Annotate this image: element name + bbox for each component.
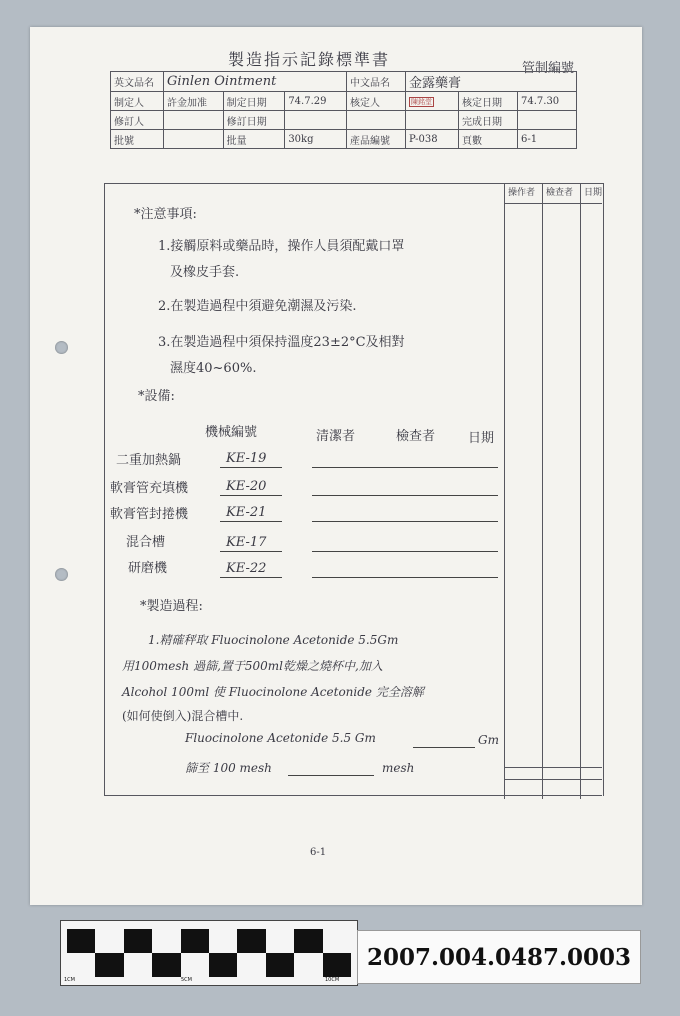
- draft-date-label: 制定日期: [223, 92, 285, 111]
- approve-date-value: 74.7.30: [518, 92, 577, 111]
- confirm-date-label: 完成日期: [459, 111, 518, 130]
- fill-line: [312, 467, 498, 468]
- draft-date-value: 74.7.29: [285, 92, 347, 111]
- fill-line: [288, 775, 374, 776]
- page-label: 頁數: [459, 130, 518, 149]
- equipment-code: KE-19: [226, 451, 267, 466]
- equipment-name: 研磨機: [128, 561, 168, 576]
- cn-name-label: 中文品名: [347, 72, 406, 92]
- reviser-label: 修訂人: [111, 111, 164, 130]
- en-name-value: Ginlen Ointment: [164, 72, 347, 92]
- header-table: [110, 71, 577, 149]
- batch-qty-label: 批量: [223, 130, 285, 149]
- checker-pattern: [67, 929, 351, 977]
- note-2: 2.在製造過程中須避免潮濕及污染.: [158, 299, 357, 314]
- punch-hole: [55, 568, 68, 581]
- scale-label: 10CM: [325, 977, 340, 983]
- scale-label: 5CM: [181, 977, 192, 983]
- column-inspector: 檢查者: [546, 188, 574, 198]
- batch-qty-value: 30kg: [285, 130, 347, 149]
- product-code-value: P-038: [406, 130, 459, 149]
- row-divider: [504, 779, 602, 780]
- process-line-2: 用100mesh 過篩,置于500ml乾燥之燒杯中,加入: [122, 659, 383, 673]
- row-divider: [504, 767, 602, 768]
- page-footer-number: 6-1: [310, 847, 327, 858]
- process-line-5-unit: Gm: [478, 733, 499, 747]
- equipment-name: 二重加熱鍋: [116, 453, 182, 468]
- process-heading: *製造過程:: [140, 599, 203, 614]
- process-line-6-unit: mesh: [382, 761, 415, 775]
- approver-label: 核定人: [347, 92, 406, 111]
- approver-seal: 陳銘堂: [411, 97, 432, 106]
- en-name-label: 英文品名: [111, 72, 164, 92]
- fill-line: [312, 521, 498, 522]
- equipment-name: 混合槽: [126, 535, 166, 550]
- accession-number-label: 2007.004.0487.0003: [357, 930, 641, 984]
- equipment-code: KE-21: [226, 505, 267, 520]
- equipment-heading: *設備:: [138, 389, 175, 404]
- fill-line: [220, 495, 282, 496]
- equipment-name: 軟膏管充填機: [110, 481, 189, 496]
- approve-date-label: 核定日期: [459, 92, 518, 111]
- drafter-value: 許金加准: [164, 92, 224, 111]
- column-head-divider: [504, 203, 602, 204]
- cn-name-value: 金露藥膏: [406, 72, 577, 92]
- equipment-code: KE-17: [226, 535, 267, 550]
- fill-line: [312, 495, 498, 496]
- control-number-label: 管制編號: [522, 61, 575, 76]
- equipment-col-inspector: 檢查者: [396, 429, 436, 444]
- document-sheet: [30, 27, 642, 905]
- note-1-line-2: 及橡皮手套.: [170, 265, 240, 280]
- column-divider: [542, 183, 543, 799]
- process-line-4: (如何使倒入)混合槽中.: [122, 709, 244, 723]
- equipment-name: 軟膏管封捲機: [110, 507, 189, 522]
- fill-line: [220, 577, 282, 578]
- note-3-line-2: 濕度40~60%.: [170, 361, 257, 376]
- equipment-code: KE-22: [226, 561, 267, 576]
- fill-line: [312, 577, 498, 578]
- column-divider: [504, 183, 505, 799]
- process-line-3: Alcohol 100ml 使 Fluocinolone Acetonide 完全溶解: [122, 685, 424, 699]
- page-value: 6-1: [518, 130, 577, 149]
- fill-line: [220, 551, 282, 552]
- bottom-border: [104, 795, 602, 796]
- process-line-1: 1.精確秤取 Fluocinolone Acetonide 5.5Gm: [148, 633, 399, 647]
- process-line-5: Fluocinolone Acetonide 5.5 Gm: [185, 731, 376, 745]
- revise-date-label: 修訂日期: [223, 111, 285, 130]
- product-code-label: 產品編號: [347, 130, 406, 149]
- note-1-line-1: 1.接觸原料或藥品時，操作人員須配戴口罩: [158, 239, 405, 254]
- equipment-col-machine-no: 機械編號: [205, 425, 258, 440]
- measurement-scale: [60, 920, 358, 986]
- column-operator: 操作者: [508, 188, 536, 198]
- document-title: 製造指示記錄標準書: [228, 50, 391, 69]
- equipment-col-cleaner: 清潔者: [316, 429, 356, 444]
- fill-line: [220, 521, 282, 522]
- punch-hole: [55, 341, 68, 354]
- notes-heading: *注意事項:: [134, 207, 197, 222]
- column-date: 日期: [584, 188, 603, 198]
- equipment-col-date: 日期: [468, 431, 495, 446]
- batch-label: 批號: [111, 130, 164, 149]
- process-line-6: 篩至 100 mesh: [185, 761, 272, 775]
- note-3-line-1: 3.在製造過程中須保持溫度23±2°C及相對: [158, 335, 405, 350]
- scale-label: 1CM: [64, 977, 75, 983]
- equipment-code: KE-20: [226, 479, 267, 494]
- column-divider: [580, 183, 581, 799]
- fill-line: [413, 747, 475, 748]
- fill-line: [220, 467, 282, 468]
- drafter-label: 制定人: [111, 92, 164, 111]
- fill-line: [312, 551, 498, 552]
